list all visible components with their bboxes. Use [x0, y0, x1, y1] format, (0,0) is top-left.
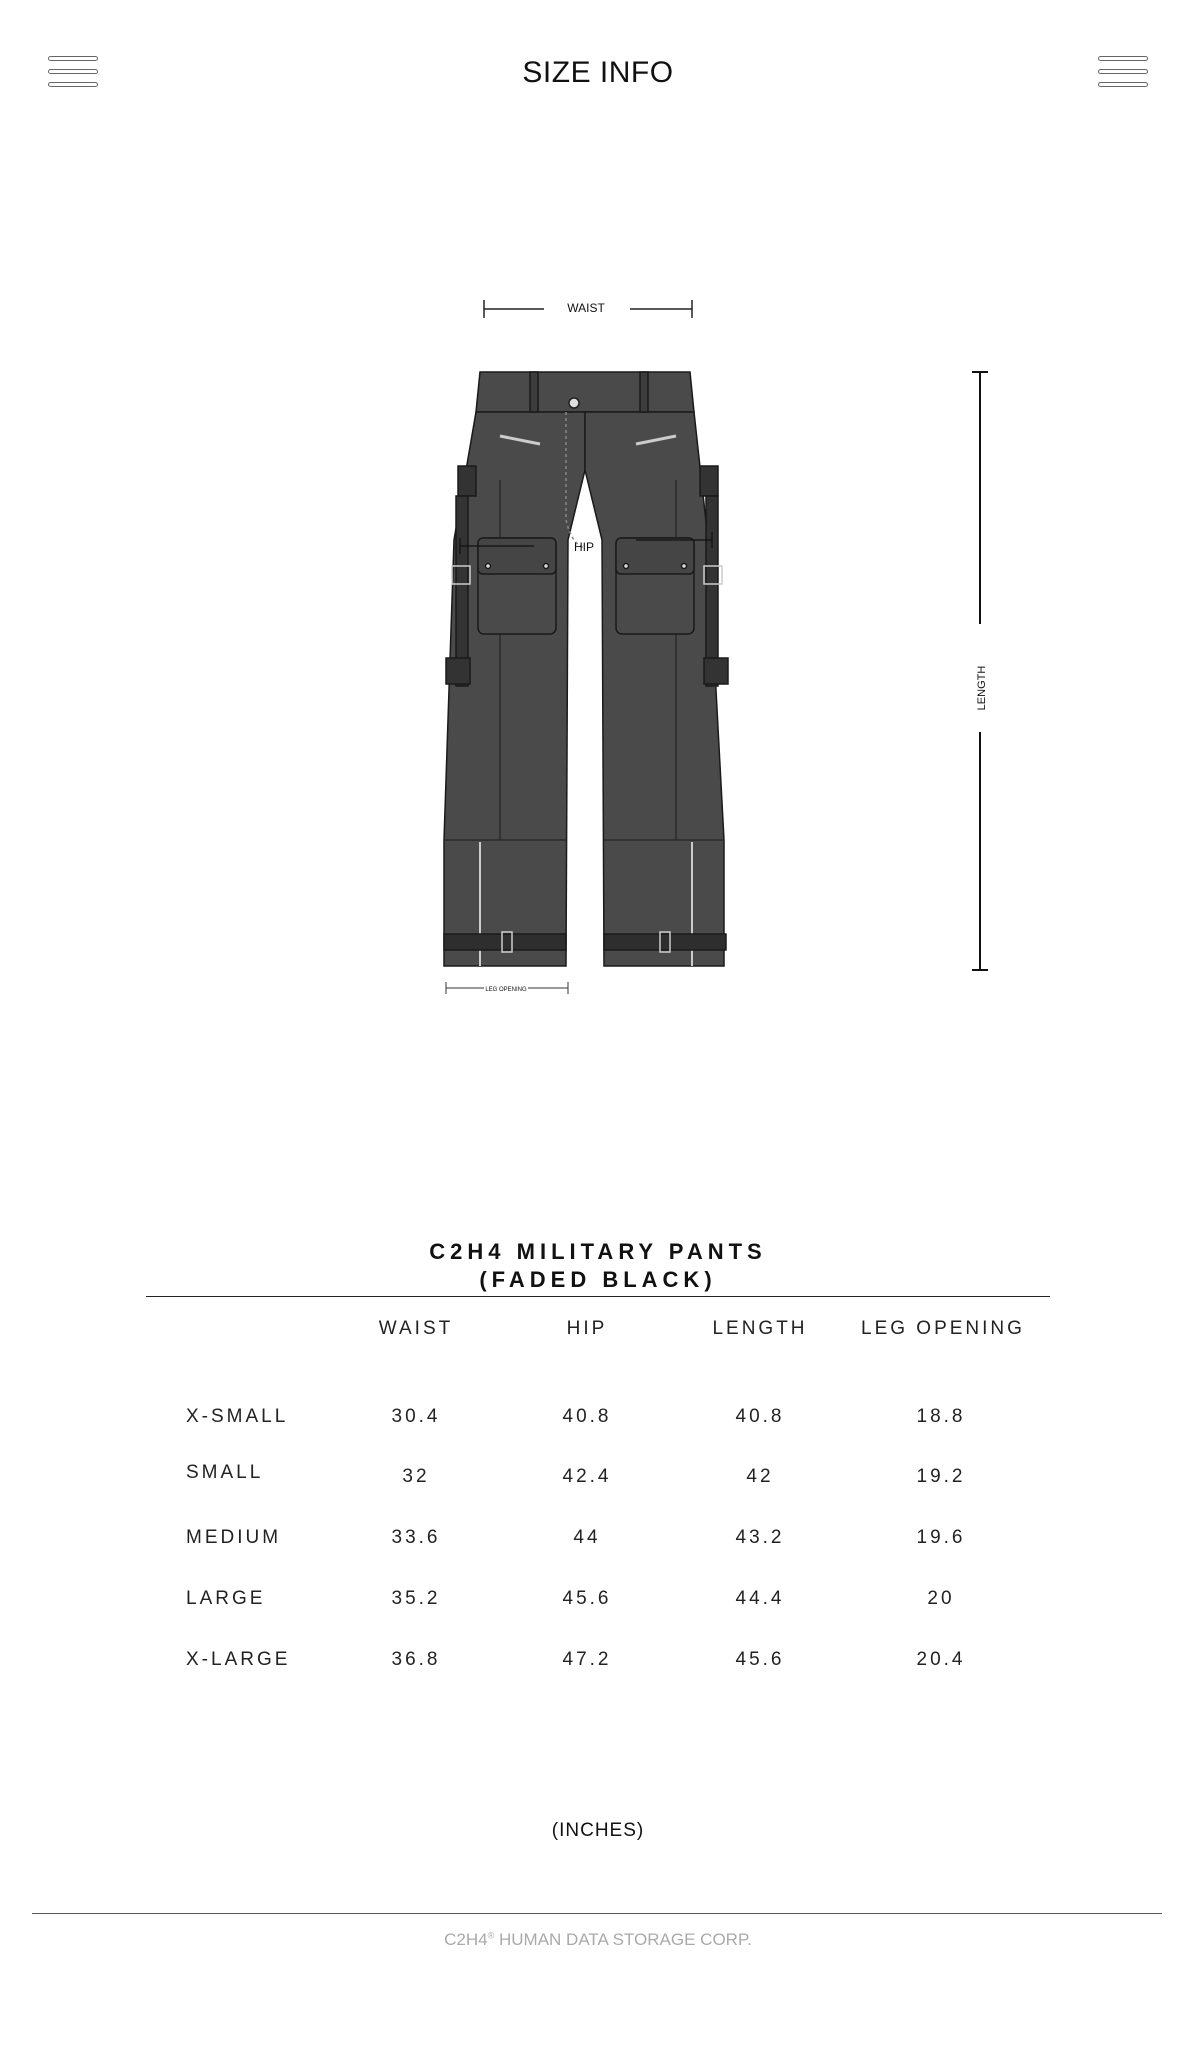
size-value-cell: 40.8 [562, 1406, 612, 1427]
table-divider [146, 1296, 1050, 1297]
size-value-cell: 36.8 [391, 1649, 441, 1670]
size-value-cell: 35.2 [391, 1588, 441, 1609]
size-value-cell: 43.2 [735, 1527, 785, 1548]
column-header-waist: WAIST [378, 1318, 454, 1339]
table-row [146, 1462, 1050, 1496]
size-value-cell: 33.6 [391, 1527, 441, 1548]
size-label: SMALL [186, 1462, 264, 1483]
column-header-hip: HIP [566, 1318, 608, 1339]
size-value-cell: 18.8 [916, 1406, 966, 1427]
pants-illustration [444, 372, 728, 966]
size-value-cell: 30.4 [391, 1406, 441, 1427]
leg-opening-label: LEG OPENING [485, 987, 527, 993]
size-value-cell: 45.6 [562, 1588, 612, 1609]
size-value-cell: 19.6 [916, 1527, 966, 1548]
size-value-cell: 32 [402, 1466, 430, 1487]
footer-company: HUMAN DATA STORAGE CORP. [494, 1930, 752, 1949]
size-label: X-SMALL [186, 1406, 289, 1427]
size-label: X-LARGE [186, 1649, 291, 1670]
product-title-line1: C2H4 MILITARY PANTS [429, 1239, 767, 1264]
size-value-cell: 45.6 [735, 1649, 785, 1670]
hip-label: HIP [573, 540, 595, 554]
footer-brand: C2H4 [444, 1930, 488, 1949]
size-value-cell: 20.4 [916, 1649, 966, 1670]
size-value-cell: 44 [573, 1527, 601, 1548]
footer-registered-mark: ® [487, 1930, 495, 1941]
size-value-cell: 44.4 [735, 1588, 785, 1609]
column-header-leg-opening: LEG OPENING [861, 1318, 1025, 1339]
length-label: LENGTH [976, 665, 988, 711]
footer-divider [32, 1913, 1162, 1914]
size-label: MEDIUM [186, 1527, 282, 1548]
table-row [146, 1649, 1050, 1679]
size-value-cell: 47.2 [562, 1649, 612, 1670]
column-header-length: LENGTH [712, 1318, 808, 1339]
size-value-cell: 42 [746, 1466, 774, 1487]
product-title [0, 1238, 1196, 1294]
units-label: (INCHES) [551, 1820, 645, 1841]
size-value-cell: 20 [927, 1588, 955, 1609]
table-row [146, 1588, 1050, 1618]
waist-label: WAIST [567, 301, 605, 315]
footer-text [0, 1930, 1196, 1950]
table-row [146, 1527, 1050, 1557]
size-value-cell: 19.2 [916, 1466, 966, 1487]
size-label: LARGE [186, 1588, 266, 1609]
table-row [146, 1406, 1050, 1436]
size-value-cell: 42.4 [562, 1466, 612, 1487]
product-title-line2: (FADED BLACK) [479, 1267, 717, 1292]
page-title: SIZE INFO [522, 56, 674, 89]
size-value-cell: 40.8 [735, 1406, 785, 1427]
